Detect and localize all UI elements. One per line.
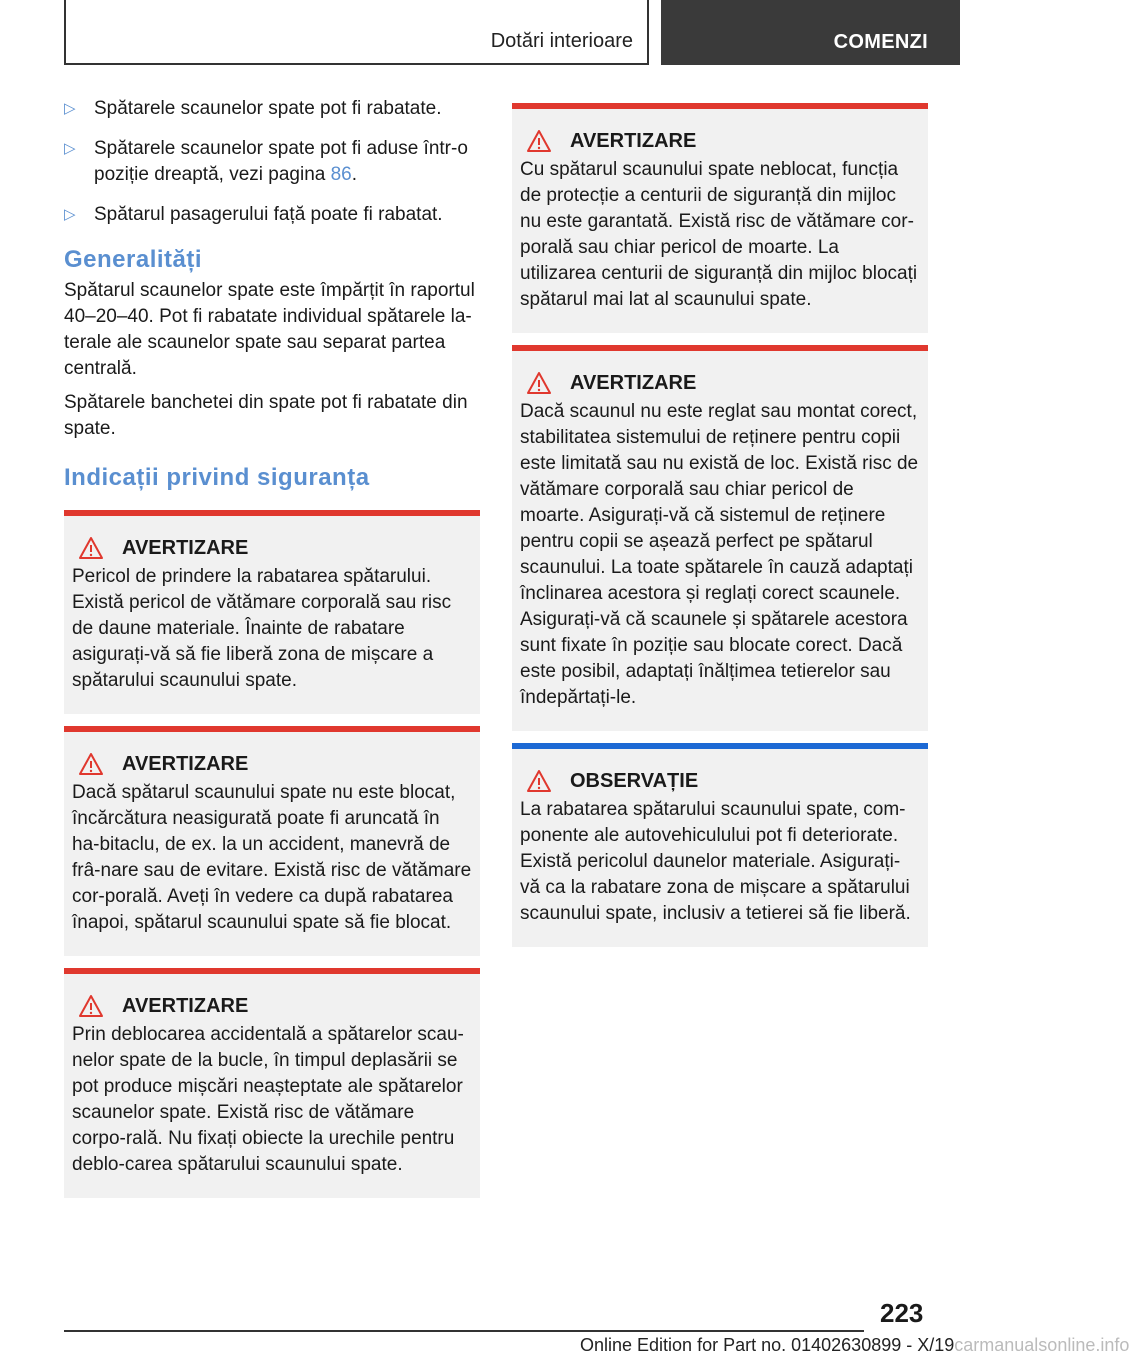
- general-paragraph: Spătarele banchetei din spate pot fi rabatate din spate.: [64, 392, 468, 439]
- warning-triangle-icon: [526, 129, 552, 153]
- footer-edition: [580, 1335, 1129, 1356]
- notice-box: [512, 743, 928, 947]
- warning-text: Pericol de prindere la rabatarea spătarului. Există pericol de vătămare corporală sau risc de daune materiale. Înainte de rabatare asigurați-vă să fie liberă zona de mișcare a spătarului scaunului spate.: [72, 566, 452, 691]
- edition-text: Online Edition for Part no. 01402630899 - X/19: [580, 1335, 955, 1355]
- page-number: 223: [880, 1298, 924, 1328]
- list-item-text: Spătarul pasagerului față poate fi rabatat.: [94, 204, 443, 225]
- right-column: [512, 103, 928, 947]
- warning-title-text: AVERTIZARE: [122, 994, 249, 1017]
- page-link[interactable]: 86: [330, 164, 352, 185]
- general-paragraph: Spătarul scaunelor spate este împărțit în raportul 40–20–40. Pot fi rabatate individual spătarele la-terale ale scaunelor spate sau separat partea centrală.: [64, 280, 475, 379]
- warning-box: [64, 726, 480, 956]
- warning-text: Dacă scaunul nu este reglat sau montat corect, stabilitatea sistemului de reținere pentru copii este limitată sau nu există de loc. Există risc de vătămare corporală sau chiar pericol de moarte. Asigurați-vă că sistemul de reținere pentru copii se așează perfect pe spătarul scaunului. La toate spătarele în cauză adaptați înclinarea acestora și reglați corect scaunele. Asigurați-vă că scaunele și spătarele acestora sunt fixate în poziție sau blocate corect. Dacă este posibil, adaptați înălțimea tetierelor sau îndepărtați-le.: [520, 401, 919, 708]
- warning-title: [520, 371, 920, 395]
- warning-triangle-icon: [526, 769, 552, 793]
- warning-title: [72, 752, 472, 776]
- warning-title-text: AVERTIZARE: [122, 752, 249, 775]
- list-item-text: Spătarele scaunelor spate pot fi rabatate.: [94, 98, 442, 119]
- general-heading: Generalități: [64, 246, 203, 273]
- warning-title: [72, 994, 472, 1018]
- warning-text: Prin deblocarea accidentală a spătarelor scau-nelor spate de la bucle, în timpul deplasării se pot produce mișcări neașteptate ale spătarelor scaunelor spate. Există risc de vătămare corpo-rală. Nu fixați obiecte la urechile pentru deblo-carea spătarului scaunului spate.: [72, 1024, 464, 1175]
- warning-box: [512, 345, 928, 731]
- section-title: Dotări interioare: [490, 30, 633, 52]
- chapter-title: COMENZI: [833, 31, 928, 53]
- left-column: [64, 96, 480, 1198]
- warning-title-text: AVERTIZARE: [570, 129, 697, 152]
- page-header: [64, 0, 960, 65]
- warning-title-text: AVERTIZARE: [122, 536, 249, 559]
- warning-title-text: AVERTIZARE: [570, 371, 697, 394]
- triangle-bullet-icon: ▷: [64, 140, 76, 157]
- chapter-tab: [661, 0, 960, 65]
- list-item-text: Spătarele scaunelor spate pot fi aduse într-o poziție dreaptă, vezi pagina: [94, 138, 468, 185]
- safety-heading: Indicații privind siguranța: [64, 464, 370, 491]
- notice-text: La rabatarea spătarului scaunului spate, com-ponente ale autovehiculului pot fi deteriorate. Există pericolul daunelor materiale. Asigurați-vă ca la rabatare zona de mișcare a spătarului scaunului spate, inclusiv a tetierei să fie liberă.: [520, 799, 911, 924]
- feature-list: [64, 96, 480, 228]
- warning-title: [72, 536, 472, 560]
- warning-title: [520, 129, 920, 153]
- warning-box: [64, 510, 480, 714]
- triangle-bullet-icon: ▷: [64, 206, 76, 223]
- triangle-bullet-icon: ▷: [64, 100, 76, 117]
- footer-divider: [64, 1330, 864, 1332]
- notice-title: [520, 769, 920, 793]
- warning-triangle-icon: [78, 994, 104, 1018]
- warning-box: [512, 103, 928, 333]
- notice-title-text: OBSERVAȚIE: [570, 769, 699, 792]
- list-item: [64, 96, 480, 122]
- section-tab: [64, 0, 649, 65]
- warning-text: Dacă spătarul scaunului spate nu este blocat, încărcătura neasigurată poate fi aruncată în ha-bitaclu, de ex. la un accident, manevră de frâ-nare sau de evitare. Există risc de vătămare cor-porală. Aveți în vedere ca după rabatarea înapoi, spătarul scaunului spate să fie blocat.: [72, 782, 472, 933]
- watermark: carmanualsonline.info: [954, 1335, 1129, 1355]
- warning-box: [64, 968, 480, 1198]
- list-item: [64, 202, 480, 228]
- list-item: [64, 136, 480, 188]
- warning-triangle-icon: [78, 752, 104, 776]
- warning-text: Cu spătarul scaunului spate neblocat, funcția de protecție a centurii de siguranță din mijloc nu este garantată. Există risc de vătămare cor-porală sau chiar pericol de moarte. La utilizarea centurii de siguranță din mijloc blocați spătarul mai lat al scaunului spate.: [520, 159, 918, 310]
- warning-triangle-icon: [78, 536, 104, 560]
- list-item-text-end: .: [351, 164, 358, 185]
- warning-triangle-icon: [526, 371, 552, 395]
